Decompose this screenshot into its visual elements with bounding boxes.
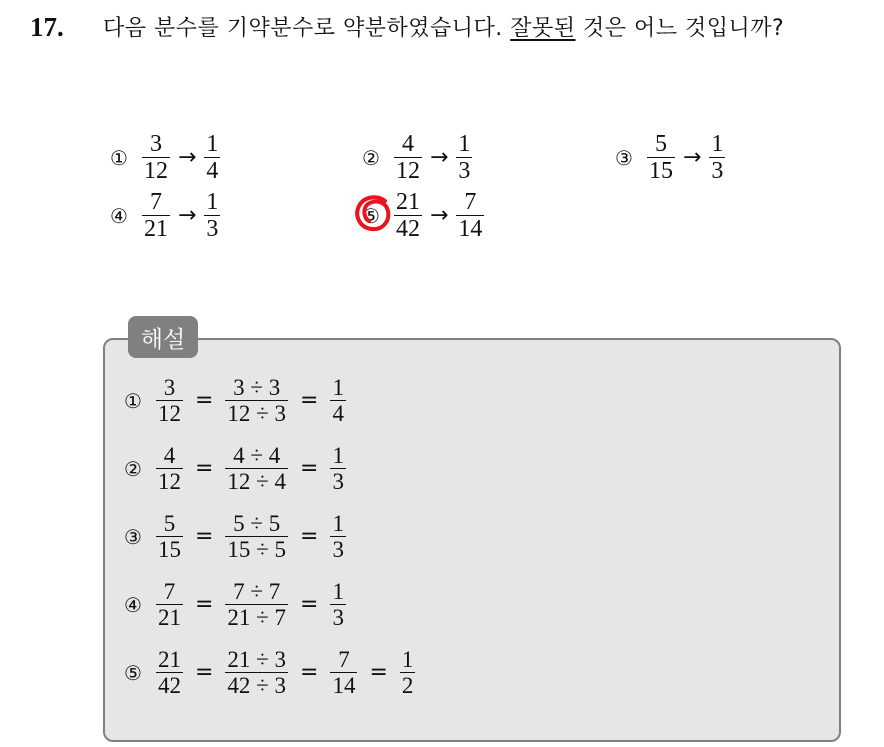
numerator: 1 — [711, 131, 724, 157]
step-marker: ① — [124, 388, 142, 413]
denominator: 15 ÷ 5 — [227, 537, 286, 562]
fraction — [156, 579, 183, 630]
denominator: 3 — [332, 605, 344, 630]
denominator: 42 — [157, 673, 181, 698]
question-text-underlined: 잘못된 — [510, 16, 576, 41]
numerator: 1 — [332, 511, 344, 536]
numerator: 1 — [332, 579, 344, 604]
numerator: 4 — [401, 131, 414, 157]
equals-sign: = — [300, 388, 319, 413]
explanation-title: 해설 — [128, 316, 198, 358]
denominator: 21 — [143, 216, 168, 242]
choice-marker: ⑤ — [362, 203, 380, 228]
denominator: 12 ÷ 4 — [227, 469, 286, 494]
fraction-to — [204, 131, 220, 184]
denominator: 14 — [458, 216, 483, 242]
numerator: 7 — [149, 189, 162, 215]
arrow-symbol: → — [177, 145, 197, 170]
denominator: 42 — [395, 216, 420, 242]
question-text — [103, 12, 873, 45]
arrow-symbol: → — [177, 203, 197, 228]
fraction — [330, 511, 346, 562]
numerator: 21 — [395, 189, 420, 215]
fraction — [225, 511, 288, 562]
fraction — [225, 579, 288, 630]
numerator: 1 — [401, 647, 414, 672]
answer-circle-mark — [354, 193, 394, 233]
equals-sign: = — [300, 456, 319, 481]
denominator: 4 — [206, 158, 219, 184]
step-marker: ⑤ — [124, 660, 142, 685]
equals-sign: = — [194, 456, 214, 481]
denominator: 12 — [395, 158, 420, 184]
fraction — [330, 579, 346, 630]
question-number: 17. — [30, 12, 64, 42]
denominator: 42 ÷ 3 — [227, 673, 286, 698]
choice-marker: ③ — [615, 145, 633, 170]
arrow-symbol: → — [429, 145, 449, 170]
step-marker: ③ — [124, 524, 142, 549]
fraction — [156, 511, 183, 562]
choice-marker: ④ — [110, 203, 128, 228]
numerator: 21 — [157, 647, 181, 672]
question-text-after: 것은 어느 것입니까? — [575, 16, 785, 41]
choice-marker: ② — [362, 145, 380, 170]
denominator: 2 — [401, 673, 414, 698]
denominator: 21 ÷ 7 — [227, 605, 286, 630]
numerator: 1 — [332, 443, 344, 468]
denominator: 14 — [332, 673, 356, 698]
denominator: 12 ÷ 3 — [227, 401, 286, 426]
choice-2[interactable] — [362, 131, 476, 184]
numerator: 7 — [464, 189, 477, 215]
numerator: 1 — [332, 375, 344, 400]
denominator: 12 — [157, 401, 181, 426]
denominator: 3 — [458, 158, 471, 184]
explanation-step-4 — [124, 579, 350, 630]
fraction — [400, 647, 416, 698]
numerator: 3 — [163, 375, 176, 400]
fraction-from — [394, 189, 422, 242]
denominator: 15 — [157, 537, 181, 562]
equals-sign: = — [194, 592, 214, 617]
numerator: 4 — [163, 443, 176, 468]
fraction — [225, 443, 288, 494]
explanation-step-2 — [124, 443, 350, 494]
numerator: 5 ÷ 5 — [233, 511, 281, 536]
fraction-to — [456, 189, 484, 242]
equals-sign: = — [194, 524, 214, 549]
numerator: 1 — [458, 131, 471, 157]
numerator: 3 — [149, 131, 162, 157]
denominator: 3 — [332, 537, 344, 562]
numerator: 5 — [163, 511, 176, 536]
choice-1[interactable] — [110, 131, 224, 184]
equals-sign: = — [194, 660, 214, 685]
equals-sign: = — [369, 660, 388, 685]
numerator: 21 ÷ 3 — [227, 647, 286, 672]
denominator: 15 — [648, 158, 673, 184]
choice-4[interactable] — [110, 189, 224, 242]
step-marker: ② — [124, 456, 142, 481]
fraction-from — [142, 131, 170, 184]
fraction-from — [394, 131, 422, 184]
denominator: 3 — [332, 469, 344, 494]
fraction-to — [456, 131, 472, 184]
fraction — [156, 647, 183, 698]
equals-sign: = — [194, 388, 214, 413]
explanation-step-3 — [124, 511, 350, 562]
fraction — [225, 375, 288, 426]
choice-3[interactable] — [615, 131, 729, 184]
fraction — [330, 443, 346, 494]
fraction-to — [709, 131, 725, 184]
numerator: 5 — [654, 131, 667, 157]
arrow-symbol: → — [429, 203, 449, 228]
equals-sign: = — [300, 660, 319, 685]
choice-marker: ① — [110, 145, 128, 170]
explanation-step-5 — [124, 647, 419, 698]
fraction — [156, 443, 183, 494]
fraction-from — [647, 131, 675, 184]
explanation-step-1 — [124, 375, 350, 426]
numerator: 7 — [163, 579, 176, 604]
fraction — [225, 647, 288, 698]
step-marker: ④ — [124, 592, 142, 617]
denominator: 3 — [206, 216, 219, 242]
numerator: 1 — [206, 131, 219, 157]
denominator: 21 — [157, 605, 181, 630]
numerator: 7 — [338, 647, 350, 672]
fraction — [330, 647, 357, 698]
denominator: 12 — [143, 158, 168, 184]
denominator: 4 — [332, 401, 344, 426]
fraction-to — [204, 189, 220, 242]
equals-sign: = — [300, 524, 319, 549]
denominator: 3 — [711, 158, 724, 184]
arrow-symbol: → — [682, 145, 702, 170]
equals-sign: = — [300, 592, 319, 617]
denominator: 12 — [157, 469, 181, 494]
numerator: 4 ÷ 4 — [233, 443, 281, 468]
numerator: 3 ÷ 3 — [233, 375, 281, 400]
numerator: 7 ÷ 7 — [233, 579, 281, 604]
question-text-before: 다음 분수를 기약분수로 약분하였습니다. — [103, 16, 511, 41]
fraction — [156, 375, 183, 426]
fraction — [330, 375, 346, 426]
fraction-from — [142, 189, 170, 242]
numerator: 1 — [206, 189, 219, 215]
